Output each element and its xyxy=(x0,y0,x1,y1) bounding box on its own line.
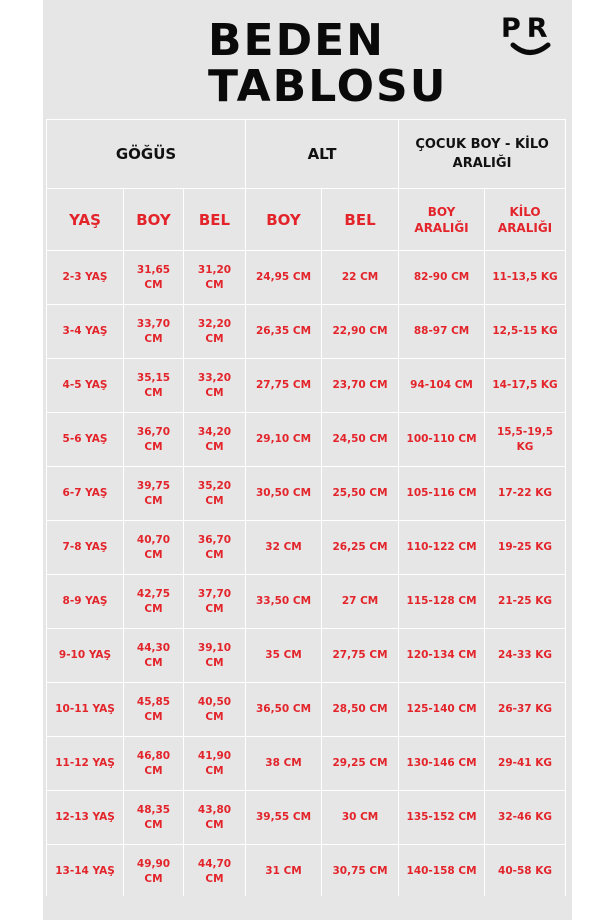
bottom-length-cell: 29,10 CM xyxy=(246,413,322,467)
title-line-1: BEDEN xyxy=(208,15,385,66)
chest-length-cell: 36,70 CM xyxy=(124,413,184,467)
smile-logo-icon xyxy=(500,10,562,58)
column-header-row xyxy=(47,189,566,251)
weight-range-cell: 26-37 KG xyxy=(485,683,566,737)
table-row xyxy=(47,791,566,845)
title-line-2: TABLOSU xyxy=(208,61,448,112)
chest-length-cell: 48,35 CM xyxy=(124,791,184,845)
bottom-length-cell: 33,50 CM xyxy=(246,575,322,629)
age-cell: 3-4 YAŞ xyxy=(47,305,124,359)
bottom-waist-cell: 29,25 CM xyxy=(322,737,399,791)
table-row xyxy=(47,683,566,737)
height-range-cell: 82-90 CM xyxy=(399,251,485,305)
age-cell: 11-12 YAŞ xyxy=(47,737,124,791)
table-row xyxy=(47,575,566,629)
table-row xyxy=(47,251,566,305)
bottom-length-cell: 35 CM xyxy=(246,629,322,683)
chest-length-cell: 45,85 CM xyxy=(124,683,184,737)
chest-length-cell: 35,15 CM xyxy=(124,359,184,413)
chest-waist-cell: 32,20 CM xyxy=(184,305,246,359)
weight-range-cell: 40-58 KG xyxy=(485,845,566,899)
column-header-alt-bel: BEL xyxy=(322,189,399,251)
height-range-cell: 110-122 CM xyxy=(399,521,485,575)
chest-waist-cell: 37,70 CM xyxy=(184,575,246,629)
weight-range-cell: 21-25 KG xyxy=(485,575,566,629)
age-cell: 10-11 YAŞ xyxy=(47,683,124,737)
age-cell: 13-14 YAŞ xyxy=(47,845,124,899)
weight-range-cell: 15,5-19,5 KG xyxy=(485,413,566,467)
height-range-cell: 115-128 CM xyxy=(399,575,485,629)
weight-range-cell: 19-25 KG xyxy=(485,521,566,575)
table-row xyxy=(47,359,566,413)
column-header-alt-boy: BOY xyxy=(246,189,322,251)
chest-waist-cell: 41,90 CM xyxy=(184,737,246,791)
column-header-yas: YAŞ xyxy=(47,189,124,251)
chest-waist-cell: 33,20 CM xyxy=(184,359,246,413)
chest-waist-cell: 39,10 CM xyxy=(184,629,246,683)
size-chart-body xyxy=(47,251,566,899)
group-header-cocuk: ÇOCUK BOY - KİLO ARALIĞI xyxy=(399,120,566,189)
height-range-cell: 120-134 CM xyxy=(399,629,485,683)
weight-range-cell: 17-22 KG xyxy=(485,467,566,521)
age-cell: 12-13 YAŞ xyxy=(47,791,124,845)
bottom-length-cell: 39,55 CM xyxy=(246,791,322,845)
bottom-length-cell: 31 CM xyxy=(246,845,322,899)
height-range-cell: 105-116 CM xyxy=(399,467,485,521)
table-row xyxy=(47,737,566,791)
age-cell: 8-9 YAŞ xyxy=(47,575,124,629)
chest-length-cell: 39,75 CM xyxy=(124,467,184,521)
bottom-length-cell: 24,95 CM xyxy=(246,251,322,305)
page-title xyxy=(208,15,448,112)
logo-smile-icon xyxy=(513,45,548,53)
chest-length-cell: 44,30 CM xyxy=(124,629,184,683)
bottom-length-cell: 38 CM xyxy=(246,737,322,791)
weight-range-cell: 29-41 KG xyxy=(485,737,566,791)
age-cell: 5-6 YAŞ xyxy=(47,413,124,467)
age-cell: 2-3 YAŞ xyxy=(47,251,124,305)
weight-range-cell: 12,5-15 KG xyxy=(485,305,566,359)
bottom-length-cell: 27,75 CM xyxy=(246,359,322,413)
column-header-gogus-boy: BOY xyxy=(124,189,184,251)
bottom-length-cell: 32 CM xyxy=(246,521,322,575)
table-row xyxy=(47,413,566,467)
bottom-waist-cell: 25,50 CM xyxy=(322,467,399,521)
group-header-row xyxy=(47,120,566,189)
size-chart-table xyxy=(46,119,566,899)
group-header-alt: ALT xyxy=(246,120,399,189)
column-header-gogus-bel: BEL xyxy=(184,189,246,251)
table-row xyxy=(47,629,566,683)
chest-waist-cell: 43,80 CM xyxy=(184,791,246,845)
chest-length-cell: 40,70 CM xyxy=(124,521,184,575)
chest-length-cell: 33,70 CM xyxy=(124,305,184,359)
bottom-length-cell: 36,50 CM xyxy=(246,683,322,737)
table-row xyxy=(47,521,566,575)
bottom-length-cell: 30,50 CM xyxy=(246,467,322,521)
height-range-cell: 140-158 CM xyxy=(399,845,485,899)
group-header-gogus: GÖĞÜS xyxy=(47,120,246,189)
logo-text: PR xyxy=(501,13,554,44)
table-row xyxy=(47,845,566,899)
column-header-boy-araligi: BOY ARALIĞI xyxy=(399,189,485,251)
bottom-waist-cell: 22,90 CM xyxy=(322,305,399,359)
weight-range-cell: 11-13,5 KG xyxy=(485,251,566,305)
age-cell: 6-7 YAŞ xyxy=(47,467,124,521)
bottom-band xyxy=(43,896,572,920)
bottom-waist-cell: 23,70 CM xyxy=(322,359,399,413)
chest-length-cell: 42,75 CM xyxy=(124,575,184,629)
chest-waist-cell: 36,70 CM xyxy=(184,521,246,575)
height-range-cell: 94-104 CM xyxy=(399,359,485,413)
bottom-waist-cell: 24,50 CM xyxy=(322,413,399,467)
chest-waist-cell: 35,20 CM xyxy=(184,467,246,521)
chest-waist-cell: 34,20 CM xyxy=(184,413,246,467)
bottom-waist-cell: 30,75 CM xyxy=(322,845,399,899)
height-range-cell: 88-97 CM xyxy=(399,305,485,359)
chest-waist-cell: 31,20 CM xyxy=(184,251,246,305)
chest-length-cell: 49,90 CM xyxy=(124,845,184,899)
bottom-waist-cell: 28,50 CM xyxy=(322,683,399,737)
weight-range-cell: 32-46 KG xyxy=(485,791,566,845)
height-range-cell: 100-110 CM xyxy=(399,413,485,467)
height-range-cell: 135-152 CM xyxy=(399,791,485,845)
chest-waist-cell: 44,70 CM xyxy=(184,845,246,899)
height-range-cell: 130-146 CM xyxy=(399,737,485,791)
chest-waist-cell: 40,50 CM xyxy=(184,683,246,737)
bottom-length-cell: 26,35 CM xyxy=(246,305,322,359)
bottom-waist-cell: 22 CM xyxy=(322,251,399,305)
chest-length-cell: 46,80 CM xyxy=(124,737,184,791)
table-row xyxy=(47,467,566,521)
bottom-waist-cell: 30 CM xyxy=(322,791,399,845)
bottom-waist-cell: 27,75 CM xyxy=(322,629,399,683)
age-cell: 9-10 YAŞ xyxy=(47,629,124,683)
bottom-waist-cell: 26,25 CM xyxy=(322,521,399,575)
chest-length-cell: 31,65 CM xyxy=(124,251,184,305)
age-cell: 4-5 YAŞ xyxy=(47,359,124,413)
column-header-kilo-araligi: KİLO ARALIĞI xyxy=(485,189,566,251)
age-cell: 7-8 YAŞ xyxy=(47,521,124,575)
height-range-cell: 125-140 CM xyxy=(399,683,485,737)
bottom-waist-cell: 27 CM xyxy=(322,575,399,629)
weight-range-cell: 14-17,5 KG xyxy=(485,359,566,413)
weight-range-cell: 24-33 KG xyxy=(485,629,566,683)
table-row xyxy=(47,305,566,359)
